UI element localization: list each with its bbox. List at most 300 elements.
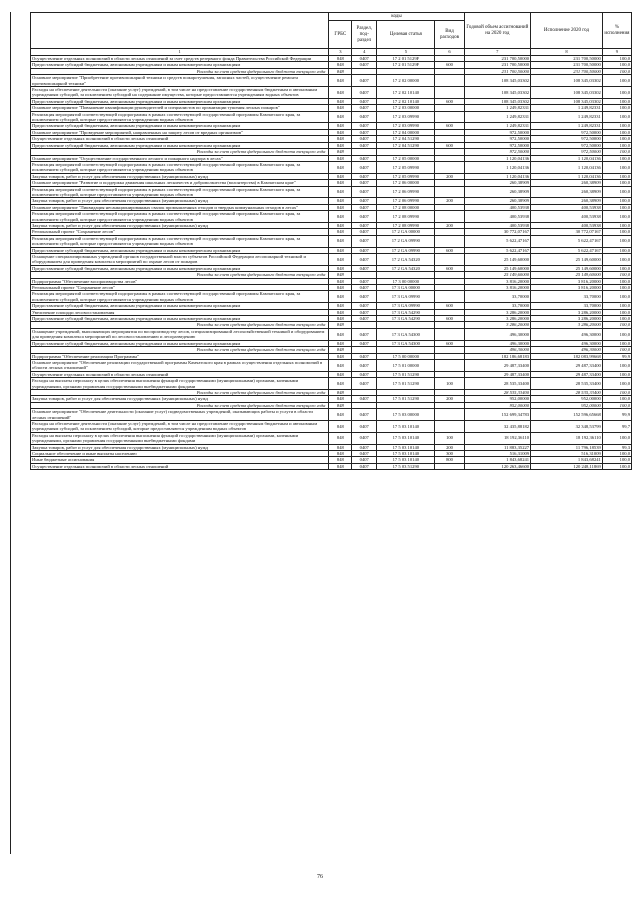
row-name: Увеличение площади лесовосстановления (31, 309, 329, 315)
header-target: Целевая статья (377, 21, 435, 49)
row-name: Основное мероприятие "Обеспечение деятельности (оказание услуг) подведомственных учреждений, оказывающих работы и услуги в области лесных отношений" (31, 409, 329, 421)
row-section: 0407 (352, 123, 377, 129)
row-section: 0407 (352, 444, 377, 450)
column-number: 6 (435, 49, 464, 56)
row-grbs: 848 (329, 285, 352, 291)
table-row (31, 378, 632, 390)
row-target: 17 2 GA 54320 (377, 265, 435, 271)
row-exec-amount: 120 248,11869 (531, 463, 603, 469)
row-grbs: 848 (329, 451, 352, 457)
row-grbs: 848 (329, 68, 352, 74)
row-plan-amount: 496,30000 (464, 328, 531, 340)
row-grbs: 848 (329, 75, 352, 87)
row-plan-amount: 496,30000 (464, 347, 531, 353)
row-plan-amount: 496,30000 (464, 340, 531, 346)
row-plan-amount: 3 816,20000 (464, 278, 531, 284)
row-exec-amount: 18 192,36110 (531, 432, 603, 444)
header-column-numbers (31, 49, 632, 56)
row-grbs: 848 (329, 161, 352, 173)
row-grbs: 848 (329, 136, 352, 142)
row-percent: 100,0 (602, 247, 631, 253)
row-exec-amount: 516,31009 (531, 451, 603, 457)
row-percent: 100,0 (602, 173, 631, 179)
row-name: Расходы за счет средств федерального бюджета текущего года (31, 149, 329, 155)
row-section: 0407 (352, 359, 377, 371)
row-exec-amount: 28 535,33400 (531, 378, 603, 390)
row-percent: 99,3 (602, 444, 631, 450)
table-row (31, 186, 632, 198)
row-target: 17 3 00 00000 (377, 278, 435, 284)
row-name: Подпрограмма "Обеспечение реализации Программы" (31, 353, 329, 359)
row-grbs: 848 (329, 420, 352, 432)
row-percent: 100,0 (602, 62, 631, 68)
row-grbs: 848 (329, 105, 352, 111)
row-section: 0407 (352, 222, 377, 228)
row-name: Предоставление субсидий бюджетным, автономным учреждениям и иным некоммерческим организациям (31, 316, 329, 322)
row-name: Оснащение учреждений, выполняющих мероприятия по воспроизводству лесов, специализированной лесохозяйственной техникой и оборудованием для проведения комплекса мероприятий по лесовосстановлению и лесоразведению (31, 328, 329, 340)
row-name: Иные бюджетные ассигнования (31, 457, 329, 463)
row-plan-amount: 29 487,33400 (464, 359, 531, 371)
row-percent: 100,0 (602, 129, 631, 135)
row-name: Реализация мероприятий соответствующей подпрограммы в рамках соответствующей государственной программы Камчатского края, за исключением субсидий, которые предоставляются учреждениям водных объектов (31, 235, 329, 247)
row-percent: 100,0 (602, 278, 631, 284)
row-plan-amount: 260,38909 (464, 180, 531, 186)
row-percent: 100,0 (602, 98, 631, 104)
row-section: 0407 (352, 265, 377, 271)
table-row (31, 161, 632, 173)
row-grbs: 848 (329, 432, 352, 444)
row-percent: 100,0 (602, 87, 631, 99)
row-grbs: 848 (329, 402, 352, 408)
row-plan-amount: 231 700,50000 (464, 62, 531, 68)
table-row (31, 254, 632, 266)
row-grbs: 848 (329, 347, 352, 353)
row-grbs: 848 (329, 98, 352, 104)
row-grbs: 848 (329, 340, 352, 346)
row-type: 600 (435, 123, 464, 129)
table-row (31, 359, 632, 371)
row-target: 17 5 01 51290 (377, 371, 435, 377)
row-grbs: 848 (329, 291, 352, 303)
row-section: 0407 (352, 142, 377, 148)
row-plan-amount: 952,00000 (464, 396, 531, 402)
row-grbs: 848 (329, 328, 352, 340)
row-plan-amount: 952,00000 (464, 402, 531, 408)
row-grbs: 848 (329, 303, 352, 309)
row-section: 0407 (352, 457, 377, 463)
row-target: 17 5 03 10140 (377, 457, 435, 463)
row-name: Закупка товаров, работ и услуг для обеспечения государственных (муниципальных) нужд (31, 173, 329, 179)
row-grbs: 848 (329, 265, 352, 271)
row-plan-amount: 29 487,33400 (464, 371, 531, 377)
row-section: 0407 (352, 420, 377, 432)
row-grbs: 848 (329, 235, 352, 247)
row-target: 17 2 GA 00000 (377, 229, 435, 235)
row-exec-amount: 33,70000 (531, 303, 603, 309)
row-percent: 100,0 (602, 123, 631, 129)
row-percent: 100,0 (602, 316, 631, 322)
row-section: 0407 (352, 328, 377, 340)
row-type: 100 (435, 432, 464, 444)
row-exec-amount: 29 487,33400 (531, 359, 603, 371)
header-name-cell (31, 13, 329, 49)
row-type: 600 (435, 316, 464, 322)
row-grbs: 848 (329, 211, 352, 223)
row-type (435, 420, 464, 432)
row-percent: 100,0 (602, 142, 631, 148)
row-exec-amount: 1 249,82331 (531, 105, 603, 111)
row-plan-amount: 1 120,04136 (464, 173, 531, 179)
row-exec-amount: 3 286,20000 (531, 322, 603, 328)
row-name: Предоставление субсидий бюджетным, автономным учреждениям и иным некоммерческим организациям (31, 123, 329, 129)
row-grbs: 848 (329, 142, 352, 148)
column-number: 1 (31, 49, 329, 56)
row-section: 0407 (352, 56, 377, 62)
column-number: 5 (377, 49, 435, 56)
row-name: Предоставление субсидий бюджетным, автономным учреждениям и иным некоммерческим организациям (31, 340, 329, 346)
row-name: Основное мероприятие "Повышение квалификации руководителей и специалистов по организации тушения лесных пожаров" (31, 105, 329, 111)
row-target: 17 5 03 00000 (377, 409, 435, 421)
row-plan-amount: 400,53938 (464, 211, 531, 223)
row-plan-amount: 972,50000 (464, 149, 531, 155)
row-exec-amount: 1 120,04136 (531, 155, 603, 161)
row-target: 17 2 06 00000 (377, 180, 435, 186)
table-row (31, 111, 632, 123)
row-plan-amount: 260,38909 (464, 186, 531, 198)
row-grbs: 848 (329, 396, 352, 402)
row-name: Осуществление отдельных полномочий в области лесных отношений (31, 371, 329, 377)
row-type (435, 254, 464, 266)
row-percent: 100,0 (602, 186, 631, 198)
row-exec-amount: 25 149,60000 (531, 272, 603, 278)
row-section: 0407 (352, 291, 377, 303)
row-name: Расходы на выплаты персоналу в целях обеспечения выполнения функций государственными (муниципальными) органами, казенными учреждениями, органами управления государственными внебюджетными фондами (31, 378, 329, 390)
row-grbs: 848 (329, 129, 352, 135)
row-section: 0407 (352, 62, 377, 68)
row-name: Реализация мероприятий соответствующей подпрограммы в рамках соответствующей государственной программы Камчатского края, за исключением субсидий, которые предоставляются учреждениям водных объектов (31, 161, 329, 173)
row-exec-amount: 28 535,33400 (531, 389, 603, 395)
row-plan-amount: 108 345,03302 (464, 75, 531, 87)
row-target: 17 5 01 51290 (377, 378, 435, 390)
row-plan-amount: 30 772,07167 (464, 229, 531, 235)
row-target: 17 2 03 00000 (377, 105, 435, 111)
row-target: 17 3 GA 54300 (377, 340, 435, 346)
row-grbs: 848 (329, 155, 352, 161)
row-grbs: 848 (329, 409, 352, 421)
row-target: 17 3 GA 54300 (377, 328, 435, 340)
row-plan-amount: 1 249,82331 (464, 111, 531, 123)
row-target: 17 2 02 10140 (377, 87, 435, 99)
row-grbs: 848 (329, 322, 352, 328)
header-exec: Исполнение 2020 год (531, 13, 603, 49)
row-exec-amount: 108 345,03302 (531, 98, 603, 104)
row-grbs: 848 (329, 111, 352, 123)
row-exec-amount: 972,50000 (531, 136, 603, 142)
row-name: Предоставление субсидий бюджетным, автономным учреждениям и иным некоммерческим организациям (31, 265, 329, 271)
row-target: 17 3 GA 09990 (377, 291, 435, 303)
row-target: 17 2 03 09990 (377, 123, 435, 129)
row-type: 600 (435, 62, 464, 68)
row-percent: 100,0 (602, 378, 631, 390)
row-percent: 100,0 (602, 105, 631, 111)
row-grbs: 848 (329, 123, 352, 129)
row-name: Социальное обеспечение и иные выплаты населению (31, 451, 329, 457)
row-grbs: 848 (329, 180, 352, 186)
row-target: 17 2 GA 54320 (377, 254, 435, 266)
row-exec-amount: 231 700,50000 (531, 62, 603, 68)
row-grbs: 848 (329, 173, 352, 179)
row-grbs: 848 (329, 254, 352, 266)
row-target: 17 2 05 09990 (377, 161, 435, 173)
row-percent: 100,0 (602, 265, 631, 271)
row-name: Предоставление субсидий бюджетным, автономным учреждениям и иным некоммерческим организациям (31, 142, 329, 148)
row-exec-amount: 972,50000 (531, 129, 603, 135)
row-target: 17 5 03 10140 (377, 420, 435, 432)
row-target: 17 2 03 09990 (377, 111, 435, 123)
row-exec-amount: 5 622,47167 (531, 235, 603, 247)
table-row (31, 235, 632, 247)
table-body (31, 56, 632, 470)
row-grbs: 848 (329, 278, 352, 284)
row-name: Закупка товаров, работ и услуг для обеспечения государственных (муниципальных) нужд (31, 222, 329, 228)
row-name: Закупка товаров, работ и услуг для обеспечения государственных (муниципальных) нужд (31, 198, 329, 204)
row-target: 17 2 02 00000 (377, 75, 435, 87)
row-name: Осуществление отдельных полномочий в области лесных отношений (31, 463, 329, 469)
row-section: 0407 (352, 340, 377, 346)
row-type: 600 (435, 142, 464, 148)
row-plan-amount: 5 622,47167 (464, 235, 531, 247)
row-name: Реализация мероприятий соответствующей подпрограммы в рамках соответствующей государственной программы Камчатского края, за исключением субсидий, которые предоставляются учреждениям водных объектов (31, 291, 329, 303)
row-plan-amount: 108 345,03302 (464, 87, 531, 99)
row-plan-amount: 260,38909 (464, 198, 531, 204)
row-percent: 100,0 (602, 359, 631, 371)
table-row (31, 291, 632, 303)
row-exec-amount: 152 596,65668 (531, 409, 603, 421)
row-percent: 100,0 (602, 322, 631, 328)
row-grbs: 848 (329, 353, 352, 359)
row-percent: 100,0 (602, 309, 631, 315)
row-name: Реализация мероприятий соответствующей подпрограммы в рамках соответствующей государственной программы Камчатского края, за исключением субсидий, которые предоставляются учреждениям водных объектов (31, 186, 329, 198)
row-grbs: 848 (329, 389, 352, 395)
row-percent: 100,0 (602, 56, 631, 62)
row-percent: 100,0 (602, 371, 631, 377)
row-type (435, 463, 464, 469)
row-plan-amount: 28 535,33400 (464, 389, 531, 395)
row-name: Расходы за счет средств федерального бюджета текущего года (31, 389, 329, 395)
row-exec-amount: 3 286,20000 (531, 309, 603, 315)
row-target: 17 2 05 09990 (377, 173, 435, 179)
row-target: 17 2 01 5129F (377, 56, 435, 62)
row-type (435, 186, 464, 198)
header-section: Раздел, под-раздел (352, 21, 377, 49)
row-section: 0407 (352, 180, 377, 186)
row-exec-amount: 3 816,20000 (531, 285, 603, 291)
row-percent: 100,0 (602, 75, 631, 87)
header-plan: Годовой объем ассигнований на 2020 год (464, 13, 531, 49)
row-plan-amount: 3 286,20000 (464, 316, 531, 322)
row-target: 17 2 05 00000 (377, 155, 435, 161)
row-percent: 100,0 (602, 235, 631, 247)
row-exec-amount: 400,53938 (531, 222, 603, 228)
row-section: 0407 (352, 235, 377, 247)
table-row (31, 463, 632, 469)
row-target: 17 5 03 10140 (377, 451, 435, 457)
row-type (435, 211, 464, 223)
row-type (435, 161, 464, 173)
row-name: Основное мероприятие "Ликвидация несанкционированных свалок промышленных отходов и твердых коммунальных отходов в лесах" (31, 204, 329, 210)
row-percent: 100,0 (602, 463, 631, 469)
row-target: 17 2 GA 09990 (377, 235, 435, 247)
row-type (435, 359, 464, 371)
row-percent: 100,0 (602, 198, 631, 204)
row-percent: 100,0 (602, 149, 631, 155)
row-plan-amount: 18 192,36110 (464, 432, 531, 444)
row-percent: 99,9 (602, 353, 631, 359)
row-section: 0407 (352, 451, 377, 457)
row-type: 200 (435, 198, 464, 204)
row-plan-amount: 231 700,50000 (464, 56, 531, 62)
row-name: Расходы за счет средств федерального бюджета текущего года (31, 322, 329, 328)
row-grbs: 848 (329, 359, 352, 371)
row-exec-amount: 400,53938 (531, 204, 603, 210)
row-section: 0407 (352, 316, 377, 322)
row-percent: 100,0 (602, 68, 631, 74)
column-number: 9 (602, 49, 631, 56)
row-section: 0407 (352, 303, 377, 309)
row-target: 17 5 03 10140 (377, 444, 435, 450)
row-type (435, 111, 464, 123)
row-exec-amount: 1 120,04136 (531, 173, 603, 179)
row-percent: 100,0 (602, 211, 631, 223)
row-section: 0407 (352, 247, 377, 253)
row-target: 17 2 06 09990 (377, 186, 435, 198)
row-percent: 100,0 (602, 229, 631, 235)
header-grbs: ГРБС (329, 21, 352, 49)
row-section: 0407 (352, 309, 377, 315)
row-target: 17 2 08 00000 (377, 204, 435, 210)
row-percent: 100,0 (602, 457, 631, 463)
page-number: 76 (317, 874, 323, 880)
row-name: Подпрограмма "Обеспечение воспроизводства лесов" (31, 278, 329, 284)
row-section: 0407 (352, 378, 377, 390)
table-row (31, 432, 632, 444)
row-percent: 100,0 (602, 111, 631, 123)
row-section: 0407 (352, 198, 377, 204)
row-section: 0407 (352, 186, 377, 198)
row-name: Реализация мероприятий соответствующей подпрограммы в рамках соответствующей государственной программы Камчатского края, за исключением субсидий, которые предоставляются учреждениям водных объектов (31, 111, 329, 123)
row-plan-amount: 1 249,82331 (464, 105, 531, 111)
row-exec-amount: 260,38909 (531, 180, 603, 186)
row-name: Предоставление субсидий бюджетным, автономным учреждениям и иным некоммерческим организациям (31, 247, 329, 253)
row-exec-amount: 260,38909 (531, 198, 603, 204)
row-exec-amount: 231 700,50000 (531, 68, 603, 74)
table-row (31, 328, 632, 340)
row-exec-amount: 952,00000 (531, 396, 603, 402)
row-section: 0407 (352, 105, 377, 111)
row-exec-amount: 29 487,33400 (531, 371, 603, 377)
row-exec-amount: 1 249,82331 (531, 123, 603, 129)
row-name: Расходы за счет средств федерального бюджета текущего года (31, 272, 329, 278)
row-target: 17 3 GA 00000 (377, 285, 435, 291)
row-type (435, 291, 464, 303)
row-section: 0407 (352, 432, 377, 444)
row-percent: 100,0 (602, 180, 631, 186)
row-exec-amount: 496,30000 (531, 347, 603, 353)
row-grbs: 848 (329, 272, 352, 278)
row-name: Предоставление субсидий бюджетным, автономным учреждениям и иным некоммерческим организациям (31, 62, 329, 68)
row-type: 200 (435, 444, 464, 450)
row-exec-amount: 260,38909 (531, 186, 603, 198)
row-exec-amount: 11 796,18539 (531, 444, 603, 450)
row-section: 0407 (352, 211, 377, 223)
row-type: 600 (435, 303, 464, 309)
row-exec-amount: 496,30000 (531, 328, 603, 340)
row-grbs: 848 (329, 149, 352, 155)
row-target: 17 2 01 5129F (377, 62, 435, 68)
row-grbs: 848 (329, 87, 352, 99)
row-exec-amount: 972,50000 (531, 149, 603, 155)
row-grbs: 848 (329, 186, 352, 198)
row-section: 0407 (352, 98, 377, 104)
row-grbs: 848 (329, 378, 352, 390)
row-exec-amount: 25 149,60000 (531, 254, 603, 266)
row-type: 300 (435, 451, 464, 457)
row-name: Основное мероприятие "Приобретение противопожарной техники и средств пожаротушения, запасных частей, осуществление ремонта противопожарной техники" (31, 75, 329, 87)
row-target: 17 2 04 00000 (377, 129, 435, 135)
row-type (435, 409, 464, 421)
row-plan-amount: 11 883,35227 (464, 444, 531, 450)
row-target: 17 5 01 51290 (377, 396, 435, 402)
row-section: 0407 (352, 136, 377, 142)
row-percent: 100,0 (602, 303, 631, 309)
row-target: 17 2 GA 09990 (377, 247, 435, 253)
row-grbs: 848 (329, 316, 352, 322)
row-grbs: 848 (329, 198, 352, 204)
row-plan-amount: 152 699,34783 (464, 409, 531, 421)
row-percent: 100,0 (602, 328, 631, 340)
row-type: 200 (435, 173, 464, 179)
row-exec-amount: 496,30000 (531, 340, 603, 346)
row-name: Расходы за счет средств федерального бюджета текущего года (31, 347, 329, 353)
column-number: 4 (352, 49, 377, 56)
row-exec-amount: 400,53938 (531, 211, 603, 223)
row-name: Региональный проект "Сохранение лесов" (31, 229, 329, 235)
row-target: 17 2 08 09990 (377, 222, 435, 228)
row-name: Расходы на выплаты персоналу в целях обеспечения выполнения функций государственными (муниципальными) органами, казенными учреждениями, органами управления государственными внебюджетными фондами (31, 432, 329, 444)
row-section: 0407 (352, 111, 377, 123)
row-grbs: 848 (329, 371, 352, 377)
table-row (31, 420, 632, 432)
row-percent: 100,0 (602, 204, 631, 210)
row-plan-amount: 1 120,04136 (464, 161, 531, 173)
row-plan-amount: 972,50000 (464, 129, 531, 135)
row-percent: 100,0 (602, 291, 631, 303)
row-plan-amount: 1 249,82331 (464, 123, 531, 129)
row-grbs: 848 (329, 247, 352, 253)
row-grbs: 848 (329, 457, 352, 463)
row-name: Основное мероприятие "Развитие и поддержка движения школьных лесничеств и добровольчества (волонтерства) в Камчатском крае" (31, 180, 329, 186)
row-plan-amount: 3 816,20000 (464, 285, 531, 291)
row-grbs: 848 (329, 463, 352, 469)
row-exec-amount: 25 149,60000 (531, 265, 603, 271)
table-row (31, 409, 632, 421)
row-plan-amount: 182 186,68183 (464, 353, 531, 359)
row-exec-amount: 231 700,50000 (531, 56, 603, 62)
row-exec-amount: 108 345,03302 (531, 75, 603, 87)
row-plan-amount: 972,50000 (464, 136, 531, 142)
header-type: Вид расходов (435, 21, 464, 49)
column-number: 3 (329, 49, 352, 56)
